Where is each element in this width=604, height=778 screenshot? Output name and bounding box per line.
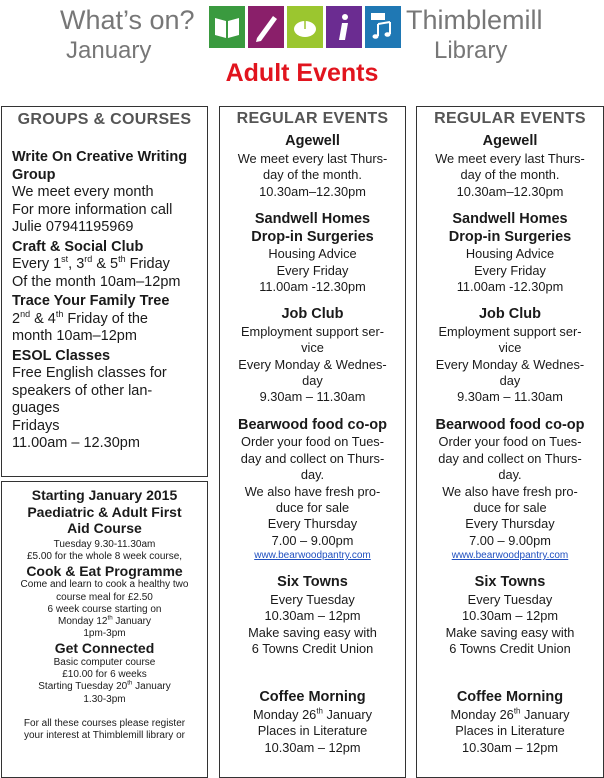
event-text: We meet every last Thurs- <box>435 150 585 166</box>
event-text: 7.00 – 9.00pm <box>271 532 354 548</box>
event-text: Monday 26th January <box>252 706 373 722</box>
event-text: 11.00am -12.30pm <box>259 278 366 294</box>
event-text: We meet every last Thurs- <box>237 150 388 166</box>
item-text: Julie 07941195969 <box>12 219 134 235</box>
course-text: £10.00 for 6 weeks <box>62 669 147 681</box>
event-text: Places in Literature <box>257 723 368 739</box>
event-text: Every Thursday <box>465 516 555 532</box>
logo-tile-music <box>365 6 401 48</box>
header-right <box>406 4 543 66</box>
item-text: speakers of other lan- <box>12 382 153 399</box>
event-text: day. <box>300 467 325 483</box>
event-text: Every Monday & Wednes- <box>435 356 585 372</box>
event-text: 10.30am – 12pm <box>264 739 361 755</box>
sandwell-subtitle: Drop-in Surgeries <box>251 228 374 245</box>
cook-eat-title: Cook & Eat Programme <box>26 562 183 579</box>
event-text: Monday 26th January <box>450 706 570 722</box>
library-word: Library <box>434 37 508 64</box>
course-text: Starting Tuesday 20th January <box>38 680 171 693</box>
event-text: 9.30am – 11.30am <box>259 389 366 405</box>
event-text: Every Monday & Wednes- <box>238 356 387 372</box>
event-text: Make saving easy with <box>445 624 575 640</box>
event-text: day <box>499 373 521 389</box>
item-title: Craft & Social Club <box>12 238 144 255</box>
event-text: Order your food on Tues- <box>438 434 582 450</box>
esol-item <box>2 348 207 453</box>
course-text: 6 week course starting on <box>47 603 162 615</box>
music-icon <box>366 8 400 46</box>
event-text: 7.00 – 9.00pm <box>469 532 551 548</box>
get-connected-title: Get Connected <box>54 640 155 657</box>
event-text: duce for sale <box>473 500 547 515</box>
agewell-title: Agewell <box>482 133 538 150</box>
mouse-icon <box>288 8 322 46</box>
write-on-item <box>2 149 207 237</box>
event-text: 10.30am–12.30pm <box>456 183 564 199</box>
logo-tile-mouse <box>287 6 323 48</box>
event-text: Order your food on Tues- <box>241 434 384 450</box>
logo-tile-info <box>326 6 362 48</box>
event-text: Housing Advice <box>465 246 555 262</box>
pantry-link[interactable]: www.bearwoodpantry.com <box>451 550 569 562</box>
logo-tile-pen <box>248 6 284 48</box>
sandwell-subtitle: Drop-in Surgeries <box>448 228 572 245</box>
item-text: Fridays <box>12 417 60 434</box>
job-club-title: Job Club <box>478 306 542 323</box>
event-text: Every Friday <box>276 262 349 278</box>
logo-tile-book <box>209 6 245 48</box>
event-text: Housing Advice <box>268 246 357 262</box>
course-text: 1.30-3pm <box>83 693 126 705</box>
register-note: your interest at Thimblemill library or <box>24 729 185 741</box>
event-text: 6 Towns Credit Union <box>251 640 374 656</box>
item-text: For more information call <box>12 201 173 218</box>
event-text: vice <box>301 340 324 356</box>
event-text: 6 Towns Credit Union <box>449 640 571 656</box>
event-text: Places in Literature <box>455 723 565 739</box>
course-text: Come and learn to cook a healthy two <box>20 579 189 591</box>
coffee-morning-title: Coffee Morning <box>456 689 564 706</box>
regular-events-box-1 <box>219 106 406 778</box>
starting-heading: Starting January 2015 <box>31 487 178 503</box>
coffee-morning-title: Coffee Morning <box>259 689 366 706</box>
event-text: 10.30am – 12pm <box>461 739 559 755</box>
library-name: Thimblemill <box>406 5 543 35</box>
course-text: Basic computer course <box>53 656 156 668</box>
sandwell-title: Sandwell Homes <box>452 211 568 228</box>
event-text: 10.30am – 12pm <box>461 608 559 624</box>
six-towns-title: Six Towns <box>474 574 546 591</box>
event-text: Every Thursday <box>267 516 358 532</box>
month-heading: January <box>66 37 152 64</box>
event-text: We also have fresh pro- <box>244 483 381 499</box>
first-aid-title: Paediatric & Adult First Aid Course <box>27 503 182 536</box>
food-coop-title: Bearwood food co-op <box>237 416 387 433</box>
event-text: Every Tuesday <box>467 591 553 607</box>
item-title: ESOL Classes <box>12 347 111 364</box>
food-coop-title: Bearwood food co-op <box>435 416 585 433</box>
item-text: Of the month 10am–12pm <box>12 273 181 290</box>
craft-club-item <box>2 239 207 292</box>
register-note: For all these courses please register <box>23 717 186 729</box>
regular-heading: REGULAR EVENTS <box>236 110 389 127</box>
sandwell-title: Sandwell Homes <box>254 211 371 228</box>
item-text: guages <box>12 400 60 416</box>
event-text: day. <box>498 467 522 483</box>
info-icon <box>327 8 361 46</box>
regular-events-box-2 <box>416 106 604 778</box>
item-text: Every 1st, 3rd & 5th Friday <box>12 254 170 272</box>
groups-heading: GROUPS & COURSES <box>17 111 192 128</box>
event-text: Employment support ser- <box>438 323 582 339</box>
course-text: Monday 12th January <box>57 614 151 628</box>
event-text: day of the month. <box>460 167 560 183</box>
book-icon <box>210 8 244 46</box>
job-club-title: Job Club <box>281 306 344 323</box>
courses-box <box>1 481 208 778</box>
event-text: We also have fresh pro- <box>442 483 578 499</box>
event-text: Employment support ser- <box>241 323 384 339</box>
groups-courses-box <box>1 106 208 477</box>
whats-on-heading: What’s on? <box>60 5 195 35</box>
regular-heading: REGULAR EVENTS <box>434 110 586 127</box>
item-text: Free English classes for <box>12 365 167 381</box>
item-title: Write On Creative Writing Group <box>12 149 188 183</box>
event-text: Every Tuesday <box>270 591 355 607</box>
event-text: 10.30am–12.30pm <box>259 183 366 199</box>
course-text: Tuesday 9.30-11.30am <box>53 538 156 550</box>
event-text: 11.00am -12.30pm <box>456 278 564 294</box>
item-text: month 10am–12pm <box>12 328 137 344</box>
event-text: day and collect on Thurs- <box>240 450 385 466</box>
course-text: £5.00 for the whole 8 week course, <box>26 550 183 562</box>
item-text: 2nd & 4th Friday of the <box>12 308 148 327</box>
library-logo <box>209 6 401 48</box>
event-text: duce for sale <box>275 500 350 515</box>
pen-icon <box>249 8 283 46</box>
event-text: day <box>302 373 323 389</box>
event-text: 9.30am – 11.30am <box>457 389 563 405</box>
event-text: day of the month. <box>263 167 362 183</box>
event-text: day and collect on Thurs- <box>438 450 582 466</box>
family-tree-item <box>2 293 207 346</box>
event-text: 10.30am – 12pm <box>264 608 361 624</box>
header-left <box>60 4 195 66</box>
item-text: We meet every month <box>12 184 154 200</box>
item-title: Trace Your Family Tree <box>12 293 170 309</box>
course-text: 1pm-3pm <box>83 628 126 640</box>
six-towns-title: Six Towns <box>277 574 348 591</box>
event-text: Make saving easy with <box>248 624 377 640</box>
event-text: Every Friday <box>474 262 546 278</box>
page-title: Adult Events <box>225 59 379 87</box>
item-text: 11.00am – 12.30pm <box>12 435 140 451</box>
course-text: course meal for £2.50 <box>56 591 153 603</box>
agewell-title: Agewell <box>285 133 340 150</box>
event-text: vice <box>498 340 522 356</box>
pantry-link[interactable]: www.bearwoodpantry.com <box>254 550 371 562</box>
